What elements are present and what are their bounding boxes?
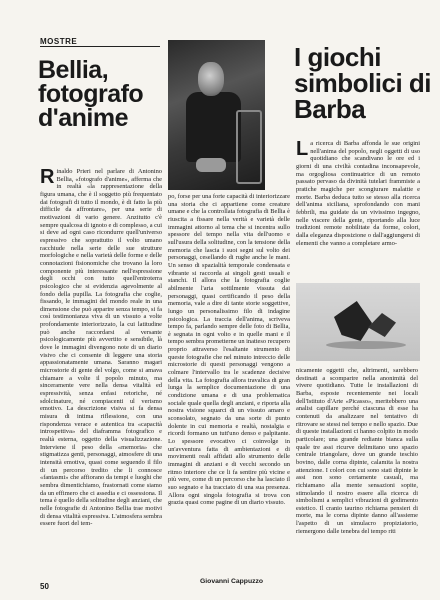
right-intro-text: a ricerca di Barba affonda le sue origini nell'anima del popolo, negli oggetti di uso quotidiano che scandivano le ore ed i giorni di una civiltà contadina inconsapevole, ma orgogliosa continuatrice di un remoto passato pervaso da divinità tutelari frammiste a pratiche magiche per scongiurare malattie e morte. Barba deduca tutto se stesso alla ricerca dell'anima siciliana, sprofondando con mani febbrili, ma guidate da un vivissimo ingegno, nelle viscere della gente, riportando alla luce tradizioni remote nobilitate da forme, colori, dalla eleganza disposizione o dall'aggiungersi di elementi che vanno a completare armo- [296, 140, 420, 247]
photo-chair [236, 110, 262, 184]
sculpture-shadow [326, 341, 406, 349]
left-col2-text: po, forse per una forte capacità di interiorizzare una storia che ci appartiene come creature umane e che la controllata fotografia di Bellia è riuscita a fissare nella verità e varietà delle immagini attorno al tema che si incentra sullo spessore del tempo nella vita dell'uomo e sull'usura della solitudine, con la tensione della memoria che lascia i suoi segni sul volto dei personaggi, cesellando di rughe anche le mani. Un senso di spazialità temporale condensata e vibrante si raccorda ai singoli gesti usuali e stanchi. Il allora che la fotografia coglie abilmente l'aria sottilmente vissuta dai personaggi, quasi certificando il peso della memoria, vale a dire di tante storie soggettive, lungo un personalissimo filo di indagine psicologica. La traccia dell'anima, scriveva tempo fa, parlando sempre delle foto di Bellia, è segnata in ogni volto e in quelle mani e il tempo sembra prometterne un inatteso recupero proprio attraverso l'esaltante strumento di queste fotografie che nel minuto intreccio delle microstorie di questi personaggi vengono a colmare l'intervallo tra le scadenze decisive della vita. La fotografia allora travalica di gran lunga la semplice documentazione di una condizione umana e di una problematica sociale quale quella degli anziani, e riporta alla nostra visione squarci di un vissuto amaro e sconsolato, segnato da una sorte di punto dolente in cui memoria e realtà, nostalgia e ricordi formano un tutt'uno denso e palpitante. Lo spessore evocativo ci coinvolge in un'avventura fatta di ambientazioni e di movimenti reali affidati allo strumento delle immagini di anziani e di vecchi secondo un ritmo interiore che ce li fa sentire più vicine e più vere, come di un percorso che ha lasciato il suo segnato e ha tracciato di una sua presenza. Allora ogni singola fotografia si trova con grazia quasi come pagine di un diario vissuto. [168, 193, 290, 507]
left-article-column-1 [40, 168, 162, 528]
photo-figure-body [186, 92, 241, 162]
right-article-title: I giochi simbolici di Barba [294, 42, 432, 124]
right-dropcap: L [296, 138, 309, 160]
right-col3-text: nicamente oggetti che, altrimenti, sarebbero destinati a scomparire nella anonimità del vivere quotidiano. Tutte le installazioni di Barba, esposte recentemente nei locali dell'Istituto d'Arte «Picasso», meritebbero una analisi capillare perché ciascuna di esse ha contenuti da analizzare nel tentativo di ritrovare se stessi nel tempo e nello spazio. Due di queste installazioni ci hanno colpito in modo particolare; una grande rediante bianca sulla quale tre assi ricurve delimitano uno spazio centrale triangolare, dove un grande teschio bovino, dalle corna dipinte, calamita la nostra attenzione. I colori con cui sono stati dipinte le assi non sono certamente casuali, ma richiamano alla mente sensazioni sopite, stimolando il nostro essere alla ricerca di simbolismi a semplici vibrazioni di godimento estetico. Il cranio taurino richiama pensieri di morte, ma le corna dipinte danno all'assieme l'aspetto di un simulacro propiziatorio, riemergono dalle tenebra del tempo riti [296, 367, 418, 535]
portrait-photo [168, 40, 265, 190]
page-number: 50 [40, 582, 49, 591]
right-article-column [296, 367, 418, 535]
right-article-intro [296, 140, 420, 247]
left-article-title: Bellia, fotografo d'anime [38, 56, 144, 132]
section-rule [40, 46, 160, 47]
left-dropcap: R [40, 166, 55, 188]
left-col1-text: inaldo Prieri nel parlare di Antonino Bellia, «fotografo d'anime», afferma che in realtà «la rappresentazione della figura umana, che è il soggetto più frequentato dai fotografi di tutto il mondo, è di fatto la più difficile da affrontare», per una serie di motivazioni di vario genere. Anzitutto c'è sempre qualcosa di ignoto e di complesso, a cui si deve ad ogni caso ricondurre quell'universo espressivo che soprattutto il volto umano racchiude nella serie delle sue strutture morfologiche e nella varietà delle forme e delle connotazioni fisionomiche che trovano la loro componente più interessante nell'espressione degli occhi con tutto quell'entroterra psicologico che si evidenzia agevolmente al fondo della pupilla. La fotografia che coglie, fissando, le immagini del mondo reale in una dimensione che può apparire senza tempo, si fa così testimonianza viva di un vissuto a volte profondamente interiorizzato, la cui latitudine può anche raccordarsi al versante psicologicamente più avvertito e sensibile, là dove le immagini divengono note di un diario visivo che ci consente di leggere una storia appassionatamente umana. Saranno magari microstorie di gente del volgo, come si amava chiamare a volte il popolo minuto, ma sinceramente vere nella densa vitalità ed espressività, senza enfasi retoriche, né sdolcinature, né compiacenti ul verismo emotivo. La descrizione visiva si fa densa misura di intima riflessione, con una rispondenza verace e autentica tra «capacità introspettiva» del diaframma fotografico e realtà esterna, oggetto della visualizzazione. Interviene il peso della «memoria» che stigmatizza genti, personaggi, atmosfere di una intensità emotiva, quasi come seguendo il filo di un percorso tredito che li connosce «fantasmi» che affiorano da tempi e luoghi che sembra dimentichiamo, frastornati come siamo da un effimero che ci assedia e ci ossessiona. Il tema è quello della solitudine degli anziani, che nelle fotografie di Antonino Bellia trae motivi di densa vitalità espressiva. L'atmosfera sembra essere fuori del tem- [40, 168, 162, 528]
article-signature: Giovanni Cappuzzo [200, 578, 264, 585]
sculpture-shape-secondary [368, 313, 396, 337]
photo-figure-hands [196, 158, 226, 172]
sculpture-photo [296, 283, 420, 361]
section-label: MOSTRE [40, 37, 78, 46]
photo-figure-face [198, 62, 224, 96]
left-article-column-2 [168, 193, 290, 507]
sculpture-shape-main [334, 301, 372, 341]
